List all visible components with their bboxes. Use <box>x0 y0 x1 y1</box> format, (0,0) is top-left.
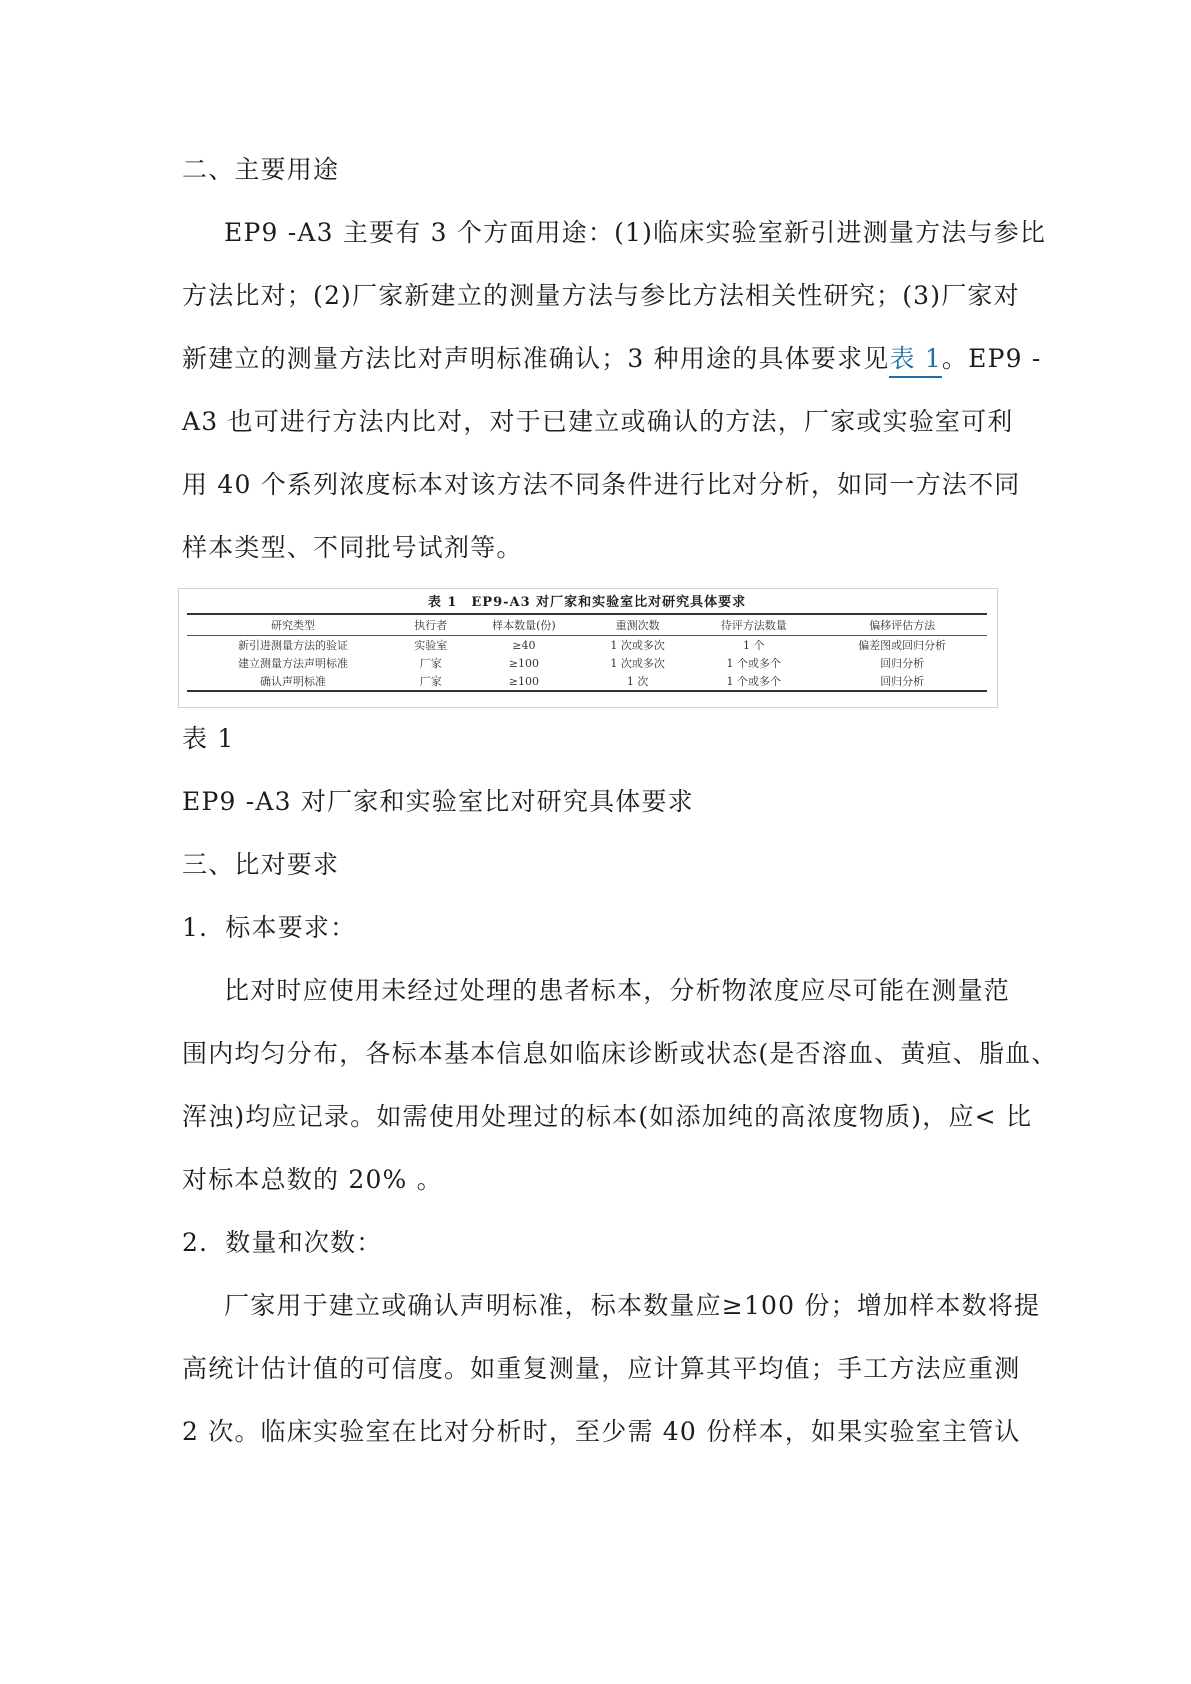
table-row <box>187 654 987 672</box>
table-description: EP9 -A3 对厂家和实验室比对研究具体要求 <box>182 787 694 816</box>
requirements-table <box>187 615 987 692</box>
item-1-paragraph: 比对时应使用未经过处理的患者标本，分析物浓度应尽可能在测量范 围内均匀分布，各标本基本信息如临床诊断或状态(是否溶血、黄疸、脂血、 浑浊)均应记录。如需使用处理过的标本(如添加纯的高浓度物质)，应< 比 对标本总数的 20% 。 <box>182 976 1058 1194</box>
table-cell: ≥100 <box>508 674 539 688</box>
item-1-heading: 1．标本要求： <box>182 913 357 942</box>
table-label: 表 1 <box>182 724 235 753</box>
table-cell: 确认声明标准 <box>260 675 326 688</box>
table-header-cell: 待评方法数量 <box>720 619 787 632</box>
table-cell: 1 个或多个 <box>726 675 782 688</box>
table-cell: 1 个或多个 <box>726 657 782 670</box>
table-cell: 厂家 <box>419 657 442 670</box>
table-cell: 1 次 <box>626 675 649 688</box>
table-image <box>178 588 998 708</box>
table-cell: 实验室 <box>414 639 448 652</box>
table-cell: 1 个 <box>743 639 765 652</box>
table-1-link[interactable]: 表 1 <box>889 344 941 378</box>
table-cell: 厂家 <box>419 675 442 688</box>
main-uses-paragraph: EP9 -A3 主要有 3 个方面用途：(1)临床实验室新引进测量方法与参比 方法比对；(2)厂家新建立的测量方法与参比方法相关性研究；(3)厂家对 新建立的测量方法比对声明标准确认；3 种用途的具体要求见表 1。EP9 - A3 也可进行方法内比对，对于已建立或确认的方法，厂家或实验室可利 用 40 个系列浓度标本对该方法不同条件进行比对分析，如同一方法不同 样本类型、不同批号试剂等。 <box>182 218 1047 562</box>
table-cell: ≥40 <box>512 638 536 652</box>
table-cell: 新引进测量方法的验证 <box>238 639 348 652</box>
table-cell: 回归分析 <box>880 675 925 688</box>
table-cell: 1 次或多次 <box>610 657 665 670</box>
table-header-cell: 研究类型 <box>271 619 315 632</box>
table-cell: 回归分析 <box>880 657 925 670</box>
item-2-heading: 2．数量和次数： <box>182 1228 383 1257</box>
table-cell: ≥100 <box>508 656 539 670</box>
section-heading-main-uses: 二、主要用途 <box>182 155 340 184</box>
table-cell: 建立测量方法声明标准 <box>238 657 348 670</box>
table-cell: 1 次或多次 <box>610 639 665 652</box>
table-header-cell: 执行者 <box>414 619 448 632</box>
table-header-cell: 重测次数 <box>615 619 660 632</box>
table-header-cell: 样本数量(份) <box>492 619 556 632</box>
table-header-row <box>187 615 987 635</box>
table-caption: 表 1 EP9-A3 对厂家和实验室比对研究具体要求 <box>427 595 747 610</box>
table-row <box>187 636 987 654</box>
table-header-cell: 偏移评估方法 <box>869 619 936 632</box>
table-cell: 偏差图或回归分析 <box>858 639 947 652</box>
item-2-paragraph: 厂家用于建立或确认声明标准，标本数量应≥100 份；增加样本数将提 高统计估计值的可信度。如重复测量，应计算其平均值；手工方法应重测 2 次。临床实验室在比对分析时，至少需 40 份样本，如果实验室主管认 <box>182 1291 1041 1446</box>
table-row <box>187 672 987 690</box>
section-heading-comparison-requirements: 三、比对要求 <box>182 850 340 879</box>
